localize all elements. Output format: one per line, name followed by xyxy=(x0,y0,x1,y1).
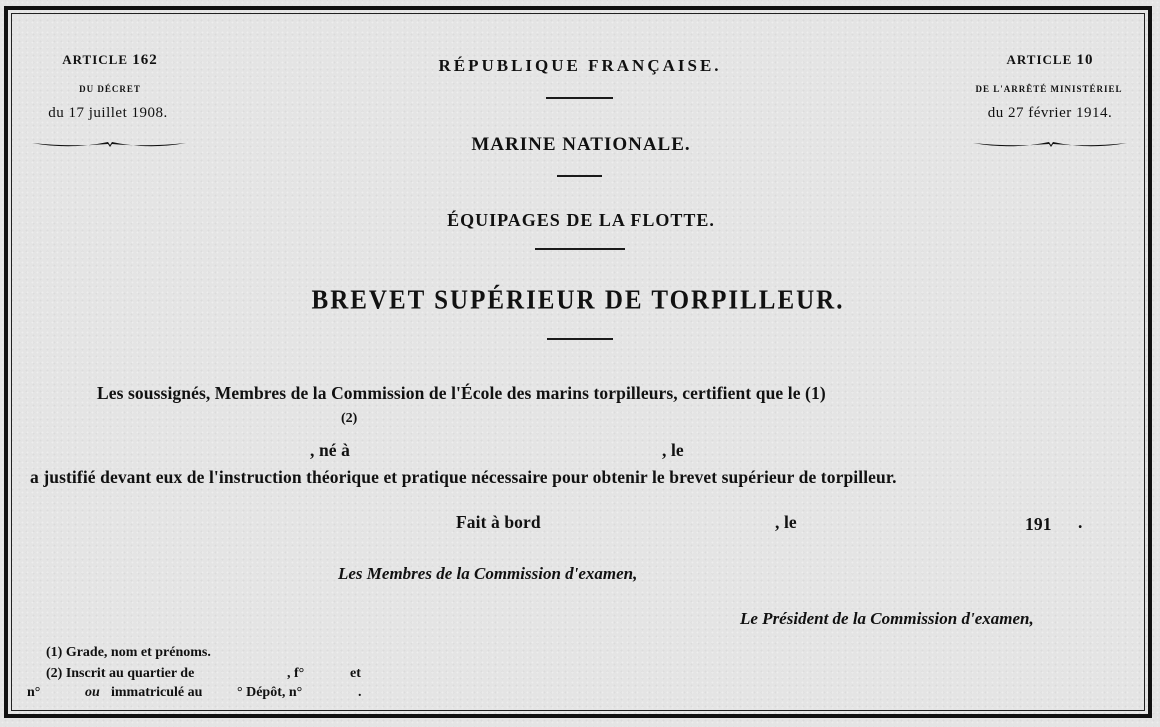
footnote-2-end: . xyxy=(358,685,362,700)
justification-line: a justifié devant eux de l'instruction théorique et pratique nécessaire pour obtenir le brevet supérieur de torpilleur. xyxy=(30,467,897,487)
rule-divider xyxy=(535,248,625,250)
members-signature-label: Les Membres de la Commission d'examen, xyxy=(338,564,638,583)
equipages-heading: ÉQUIPAGES DE LA FLOTTE. xyxy=(447,210,715,230)
footnote-2-folio: , f° xyxy=(287,666,305,681)
footnote-2-ou xyxy=(85,685,100,701)
right-article-label: ARTICLE xyxy=(1006,52,1073,67)
right-article-date: du 27 février 1914. xyxy=(987,105,1113,121)
left-article-date: du 17 juillet 1908. xyxy=(48,105,168,121)
rule-divider xyxy=(557,175,602,177)
right-swash-ornament xyxy=(971,138,1129,150)
republique-heading: RÉPUBLIQUE FRANÇAISE. xyxy=(438,56,722,75)
footnote-2-number: n° xyxy=(27,685,41,700)
issue-date-label: , le xyxy=(775,512,797,532)
footnote-2-ou-text: ou xyxy=(85,685,100,700)
president-signature-label: Le Président de la Commission d'examen, xyxy=(740,609,1034,628)
right-article-title xyxy=(1006,52,1093,69)
right-article-number: 10 xyxy=(1076,52,1094,68)
left-article-label: ARTICLE xyxy=(62,52,129,67)
born-date-label: , le xyxy=(662,440,684,460)
left-swash-ornament xyxy=(30,138,188,150)
year-prefix: 191 xyxy=(1025,514,1052,534)
left-article-subtitle: DU DÉCRET xyxy=(79,84,141,94)
born-at-label: , né à xyxy=(310,440,350,460)
footnote-2-marker: (2) xyxy=(341,411,358,426)
fait-a-bord-label: Fait à bord xyxy=(456,512,541,532)
certificate-title: BREVET SUPÉRIEUR DE TORPILLEUR. xyxy=(311,285,845,316)
footnote-2-line1: (2) Inscrit au quartier de xyxy=(46,666,195,681)
left-article-title xyxy=(62,52,158,69)
rule-divider xyxy=(546,97,613,99)
right-article-subtitle: DE L'ARRÊTÉ MINISTÉRIEL xyxy=(975,84,1123,94)
rule-divider xyxy=(547,338,613,340)
left-article-number: 162 xyxy=(132,52,158,68)
footnote-2-et: et xyxy=(350,666,361,681)
certification-line: Les soussignés, Membres de la Commission de l'École des marins torpilleurs, certifient que le (1) xyxy=(97,383,826,403)
year-period: . xyxy=(1078,512,1083,532)
footnote-2-immatricule: immatriculé au xyxy=(111,685,203,700)
footnote-2-depot: ° Dépôt, n° xyxy=(237,685,303,700)
marine-heading: MARINE NATIONALE. xyxy=(471,134,691,155)
inner-border xyxy=(11,13,1145,711)
footnote-1: (1) Grade, nom et prénoms. xyxy=(46,645,211,660)
